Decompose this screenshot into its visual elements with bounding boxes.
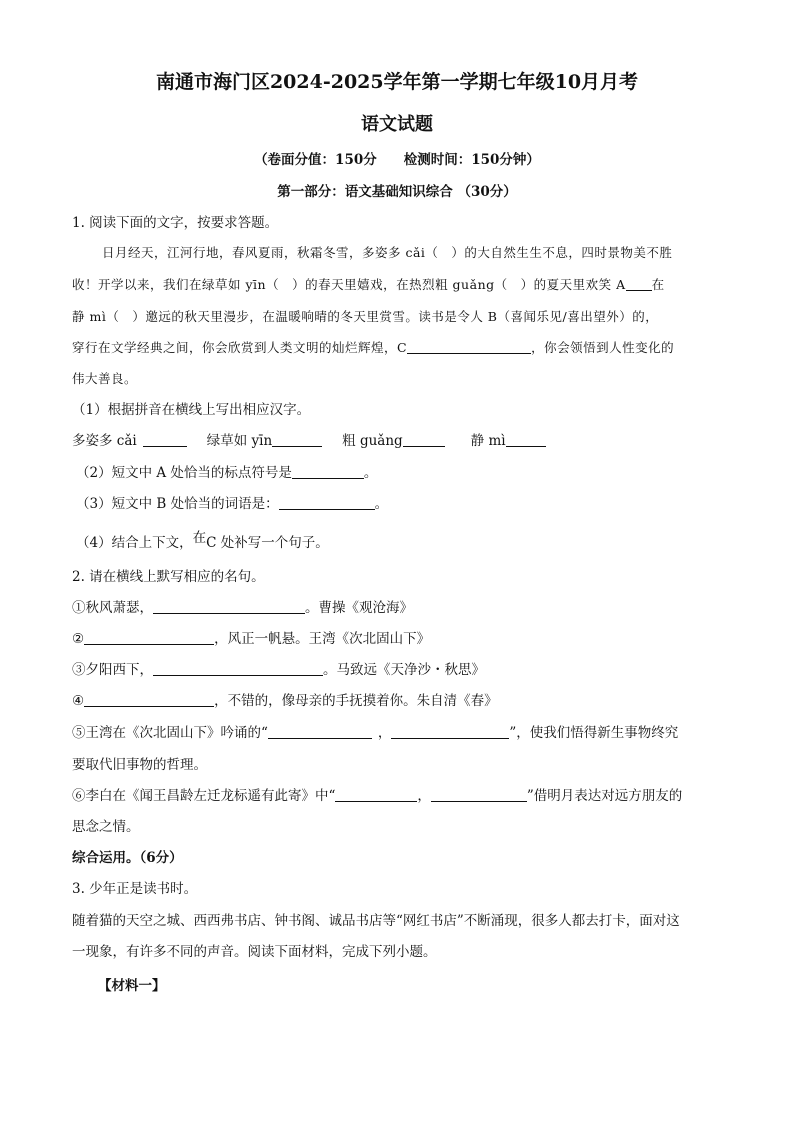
blank-c[interactable] [407,339,531,354]
q1-sub1: （1）根据拼音在横线上写出相应汉字。 [72,402,311,418]
passage-line-4 [72,338,674,358]
q2-item-1-source: 。曹操《观沧海》 [305,600,413,616]
q2-item-5-text-end: ”，使我们悟得新生事物终究 [509,725,679,741]
q2-item-5 [72,723,678,743]
q2-blank-6a[interactable] [335,787,417,802]
pinyin-label-c: 粗 guǎng [342,433,403,449]
q2-item-4-text: ，不错的，像母亲的手抚摸着你。朱自清《春》 [214,693,498,709]
q2-item-3-text: ③夕阳西下， [72,662,153,678]
q2-blank-5b[interactable] [391,724,509,739]
q2-blank-6b[interactable] [431,787,527,802]
q1-sub4 [76,530,329,553]
q2-item-3-source: 。马致远《天净沙・秋思》 [323,662,485,678]
q2-item-5-text: ⑤王湾在《次北固山下》吟诵的“ [72,725,268,741]
answer-blank-b[interactable] [272,432,322,447]
q2-blank-3[interactable] [153,661,323,676]
pinyin-label-b: 绿草如 yīn [206,433,273,449]
q2-blank-2[interactable] [84,630,214,645]
passage-line-3 [72,307,658,327]
part-heading: 第一部分：语文基础知识综合 （30分） [277,184,517,200]
q1-sub3-end: 。 [374,496,389,512]
q2-item-6-cont: 思念之情。 [72,819,140,835]
answer-blank-c[interactable] [403,432,445,447]
q2-item-4 [72,691,498,711]
q2-item-6-comma: ， [417,788,431,804]
passage-text: 收！开学以来，我们在绿草如 yīn（ ）的春天里嬉戏，在热烈粗 guǎng（ ）的夏天里欢笑 A [72,277,626,292]
q3-paragraph-line-1: 随着猫的天空之城、西西弗书店、钟书阁、诚品书店等“网红书店”不断涌现，很多人都去打卡，面对这 [72,913,680,929]
passage-text: 日月经天，江河行地，春风夏雨，秋霜冬雪，多姿多 cǎi（ ）的大自然生生不息，四时景物美不胜 [102,245,673,260]
q2-stem: 2. 请在横线上默写相应的名句。 [72,569,265,585]
answer-blank-d[interactable] [506,432,546,447]
q3-stem: 3. 少年正是读书时。 [72,881,198,897]
passage-line-2 [72,275,665,295]
q2-item-1-text: ①秋风萧瑟， [72,600,153,616]
answer-blank-punct[interactable] [292,464,364,479]
q2-item-5-cont: 要取代旧事物的哲理。 [72,757,207,773]
passage-text: 在 [651,277,665,292]
q1-sub4-raised: 在 [192,530,207,546]
section-heading: 综合运用。（6分） [72,850,183,866]
q3-paragraph-line-2: 一现象，有许多不同的声音。阅读下面材料，完成下列小题。 [72,944,437,960]
pinyin-label-d: 静 mì [470,433,506,449]
pinyin-blanks-row [72,431,546,451]
exam-title: 南通市海门区2024-2025学年第一学期七年级10月月考 [155,71,639,93]
q1-sub3-text: （3）短文中 B 处恰当的词语是： [76,496,279,512]
passage-text: 静 mì（ ）邀远的秋天里漫步，在温暖响晴的冬天里赏雪。读书是令人 B（喜闻乐见/喜出望外）的， [72,309,659,324]
answer-blank-a[interactable] [143,432,187,447]
q2-item-4-num: ④ [72,693,85,709]
q2-item-6-text: ⑥李白在《闻王昌龄左迁龙标遥有此寄》中“ [72,788,336,804]
pinyin-label-a: 多姿多 cǎi [72,433,137,449]
q2-item-2-text: ，风正一帆悬。王湾《次北固山下》 [214,631,431,647]
q1-sub2 [76,463,377,483]
q1-sub2-end: 。 [363,465,378,481]
q1-sub4-text: （4）结合上下文， [76,535,193,551]
q2-blank-1[interactable] [153,599,305,614]
q2-blank-4[interactable] [84,692,214,707]
material-label: 【材料一】 [98,978,166,994]
q1-sub4-text-end: C 处补写一个句子。 [206,535,329,551]
q1-sub3 [76,494,388,514]
answer-blank-word[interactable] [279,495,375,510]
exam-info: （卷面分值：150分 检测时间：150分钟） [254,152,540,168]
passage-line-5: 伟大善良。 [72,371,138,386]
q2-blank-5a[interactable] [268,724,372,739]
q2-item-5-comma: ， [377,725,392,741]
passage-text: ，你会领悟到人性变化的 [531,340,675,355]
q2-item-2 [72,629,430,649]
q2-item-1 [72,598,413,618]
passage-line-1 [102,243,672,263]
q2-item-6-text-end: ”借明月表达对远方朋友的 [526,788,683,804]
q2-item-6 [72,786,682,806]
q1-stem: 1. 阅读下面的文字，按要求答题。 [72,215,279,231]
passage-text: 穿行在文学经典之间，你会欣赏到人类文明的灿烂辉煌，C [72,340,408,355]
exam-subtitle: 语文试题 [361,114,433,135]
blank-a[interactable] [626,276,652,291]
q2-item-3 [72,660,485,680]
q2-item-2-num: ② [72,631,85,647]
q1-sub2-text: （2）短文中 A 处恰当的标点符号是 [76,465,292,481]
